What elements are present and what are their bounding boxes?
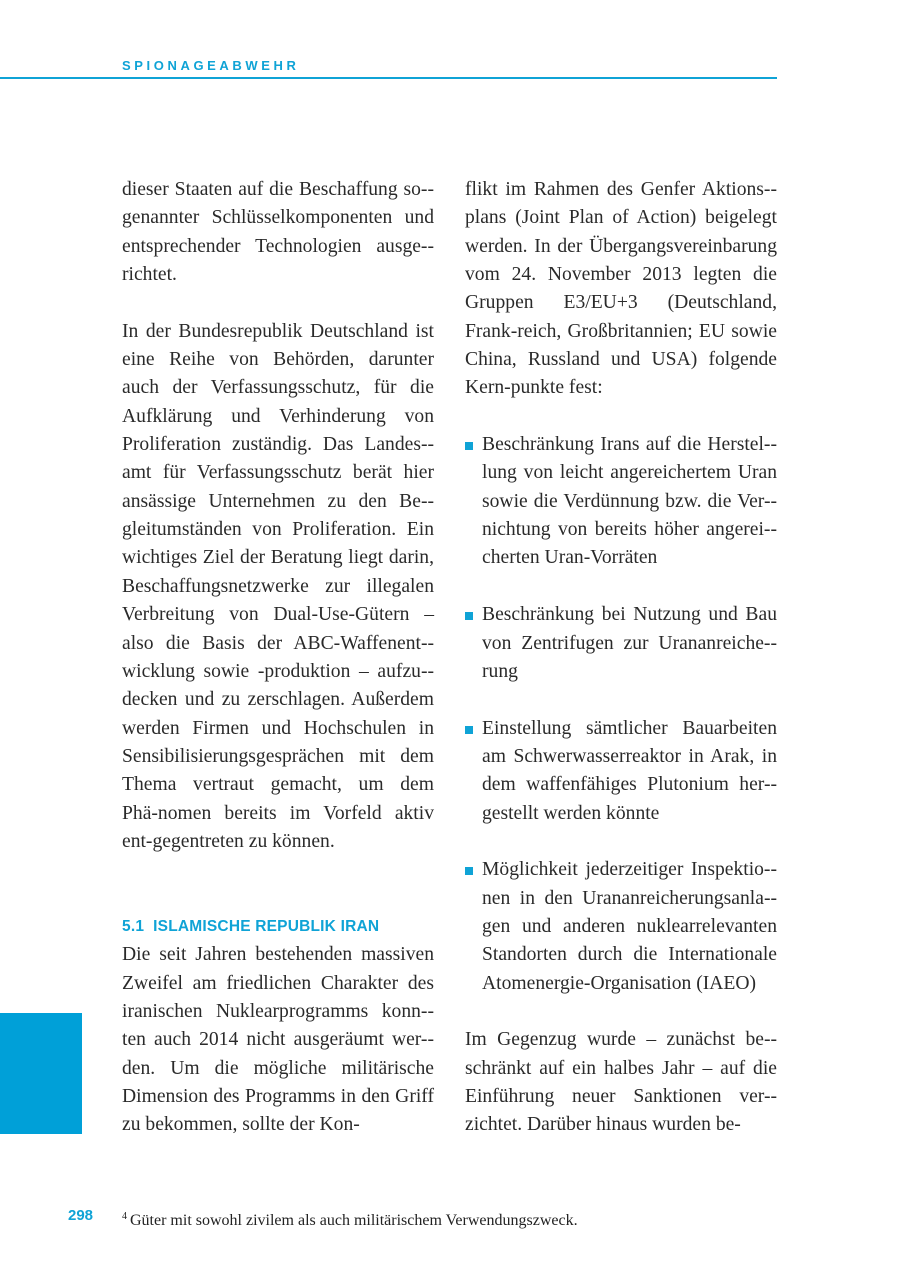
footnote-text: Güter mit sowohl zivilem als auch militärischem Verwendungszweck. [130,1212,578,1229]
square-bullet-icon [465,867,473,875]
left-column [122,176,434,1140]
page-number: 298 [68,1207,94,1224]
list-item-text: Beschränkung bei Nutzung und Bau von Zentrifugen zur Urananreiche-rung [482,604,777,682]
list-item [465,601,777,686]
list-item [465,856,777,998]
section-heading [122,913,434,941]
paragraph-gap [465,998,777,1026]
body-paragraph: dieser Staaten auf die Beschaffung so-genannter Schlüsselkomponenten und entsprechender Technologien ausge-richtet. [122,179,434,286]
body-paragraph: Im Gegenzug wurde – zunächst be-schränkt auf ein halbes Jahr – auf die Einführung neuer Sanktionen ver-zichtet. Darüber hinaus wurden be- [465,1029,777,1136]
body-paragraph: In der Bundesrepublik Deutschland ist eine Reihe von Behörden, darunter auch der Verfassungsschutz, für die Aufklärung und Verhinderung von Proliferation zuständig. Das Landes-amt für Verfassungsschutz berät hier ansässige Unternehmen zu den Be-gleitumständen von Proliferation. Ein wichtiges Ziel der Beratung liegt darin, Beschaffungsnetzwerke zur illegalen Verbreitung von Dual-Use-Gütern – also die Basis der ABC-Waffenent-wicklung sowie -produktion – aufzu-decken und zu zerschlagen. Außerdem werden Firmen und Hochschulen in Sensibilisierungsgesprächen mit dem Thema vertraut gemacht, um dem Phä-nomen bereits im Vorfeld aktiv ent-gegentreten zu können. [122,320,434,852]
header-rule [0,77,777,79]
list-item [465,431,777,573]
chapter-marker-block [0,1013,82,1134]
list-item-text: Möglichkeit jederzeitiger Inspektio-nen in den Urananreicherungsanla-gen und anderen nuklearrelevanten Standorten durch die Internationale Atomenergie-Organisation (IAEO) [482,859,777,994]
running-title: SPIONAGEABWEHR [122,58,300,73]
list-item-text: Beschränkung Irans auf die Herstel-lung von leicht angereichertem Uran sowie die Verdünnung bzw. die Ver-nichtung von bereits höher angerei-cherten Uran-Vorräten [482,434,777,569]
list-item [465,715,777,828]
paragraph-gap [465,403,777,431]
footnote [122,1207,578,1231]
right-column [465,176,777,1140]
paragraph-gap [122,885,434,913]
body-paragraph: Die seit Jahren bestehenden massiven Zweifel am friedlichen Charakter des iranischen Nuklearprogramms konn-ten auch 2014 nicht ausgeräumt wer-den. Um die mögliche militärische Dimension des Programms in den Griff zu bekommen, sollte der Kon- [122,944,434,1136]
list-item-text: Einstellung sämtlicher Bauarbeiten am Schwerwasserreaktor in Arak, in dem waffenfähiges Plutonium her-gestellt werden könnte [482,717,777,824]
paragraph-gap [122,856,434,884]
key-points-list [465,431,777,998]
section-number: 5.1 [122,917,145,935]
paragraph-gap [122,289,434,317]
square-bullet-icon [465,442,473,450]
body-paragraph: flikt im Rahmen des Genfer Aktions-plans (Joint Plan of Action) beigelegt werden. In der Übergangsvereinbarung vom 24. November 2013 legten die Gruppen E3/EU+3 (Deutschland, Frank-reich, Großbritannien; EU sowie China, Russland und USA) folgende Kern-punkte fest: [465,179,777,399]
square-bullet-icon [465,612,473,620]
section-title: ISLAMISCHE REPUBLIK IRAN [153,917,380,935]
footnote-marker: 4 [122,1211,127,1222]
square-bullet-icon [465,726,473,734]
